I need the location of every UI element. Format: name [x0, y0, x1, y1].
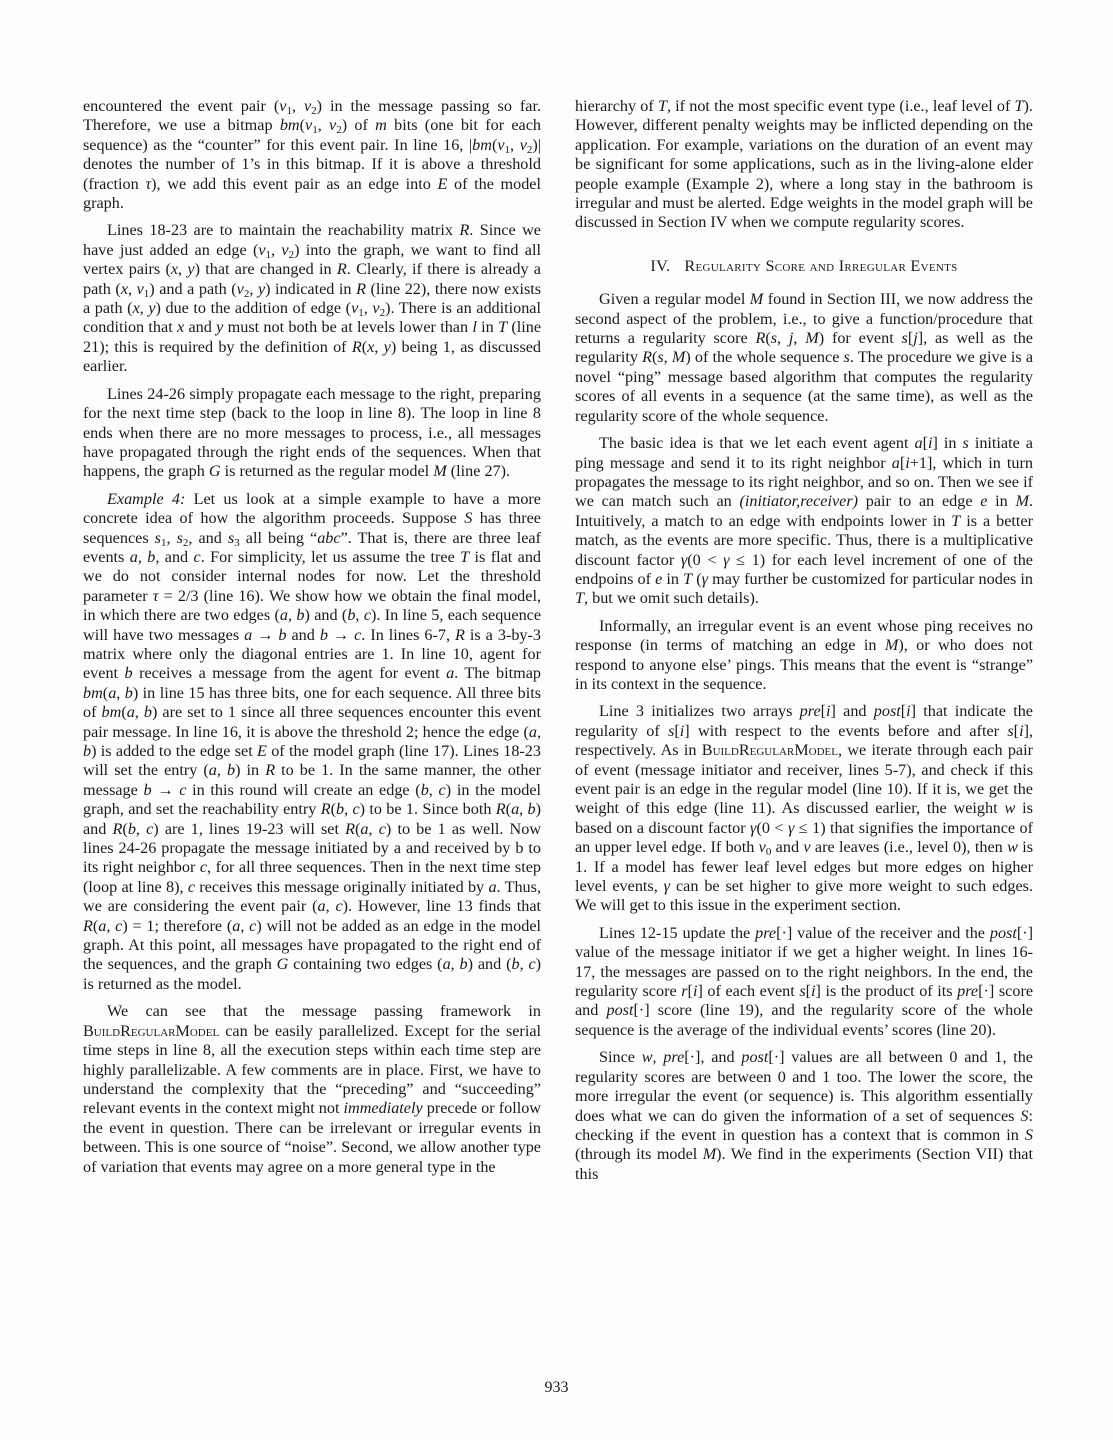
paragraph-example-4: Example 4: Let us look at a simple example to have a more concrete idea of how the algorithm proceeds. Suppose S has three sequences $s_1$, $s_2$, and $s_3$ all being “abc”. That is, there are three leaf events a, b, and c. For simplicity, let us assume the tree T is flat and we do not consider internal nodes for now. Let the threshold parameter τ = 2/3 (line 16). We show how we obtain the final model, in which there are two edges (a, b) and (b, c). In line 5, each sequence will have two messages a → b and b → c. In lines 6-7, R is a 3-by-3 matrix where only the diagonal entries are 1. In line 10, agent for event b receives a message from the agent for event a. The bitmap bm(a, b) in line 15 has three bits, one for each sequence. All three bits of bm(a, b) are set to 1 since all three sequences encounter this event pair message. In line 16, it is above the threshold 2; hence the edge (a, b) is added to the edge set E of the model graph (line 17). Lines 18-23 will set the entry (a, b) in R to be 1. In the same manner, the other message b → c in this round will create an edge (b, c) in the model graph, and set the reachability entry R(b, c) to be 1. Since both R(a, b) and R(b, c) are 1, lines 19-23 will set R(a, c) to be 1 as well. Now lines 24-26 propagate the message initiated by a and received by b to its right neighbor c, for all three sequences. Then in the next time step (loop at line 8), c receives this message originally initiated by a. Thus, we are considering the event pair (a, c). However, line 13 finds that R(a, c) = 1; therefore (a, c) will not be added as an edge in the model graph. At this point, all messages have propagated to the right end of the sequences, and the graph G containing two edges (a, b) and (b, c) is returned as the model.	[83, 489, 542, 993]
left-column	[83, 97, 541, 1184]
paragraph-hierarchy-penalty: hierarchy of T, if not the most specific event type (i.e., leaf level of T). However, different penalty weights may be inflicted depending on the application. For example, variations on the duration of an event may be significant for some applications, such as in the living-alone elder people example (Example 2), where a long stay in the bathroom is irregular and must be alerted. Edge weights in the model graph will be discussed in Section IV when we compute regularity scores.	[575, 97, 1033, 232]
section-number: IV.	[650, 256, 671, 275]
section-heading-iv	[575, 257, 1033, 276]
section-title: Regularity Score and Irregular Events	[684, 256, 958, 275]
right-column	[575, 97, 1033, 1184]
paragraph-propagate-messages: Lines 24-26 simply propagate each message to the right, preparing for the next time step (back to the loop in line 8). The loop in line 8 ends when there are no more messages to process, i.e., all messages have propagated through the right ends of the sequences. When that happens, the graph G is returned as the regular model M (line 27).	[83, 384, 541, 481]
paragraph-lines-12-15: Lines 12-15 update the pre[·] value of the receiver and the post[·] value of the message initiator if we get a higher weight. In lines 16-17, the messages are passed on to the right neighbors. In the end, the regularity score r[i] of each event s[i] is the product of its pre[·] score and post[·] score (line 19), and the regularity score of the whole sequence is the average of the individual events’ scores (line 20).	[575, 923, 1034, 1039]
two-column-layout	[83, 97, 1033, 1184]
paragraph-regularity-score-intro: Given a regular model M found in Section III, we now address the second aspect of the problem, i.e., to give a function/procedure that returns a regularity score R(s, j, M) for event s[j], as well as the regularity R(s, M) of the whole sequence s. The procedure we give is a novel “ping” message based algorithm that computes the regularity scores of all events in a sequence (at the same time), as well as the regularity score of the whole sequence.	[575, 290, 1034, 425]
paragraph-reachability-matrix: Lines 18-23 are to maintain the reachability matrix R. Since we have just added an edge ($v_1$, $v_2$) into the graph, we want to find all vertex pairs (x, y) that are changed in R. Clearly, if there is already a path (x, $v_1$) and a path ($v_2$, y) indicated in R (line 22), there now exists a path (x, y) due to the addition of edge ($v_1$, $v_2$). There is an additional condition that x and y must not both be at levels lower than l in T (line 21); this is required by the definition of R(x, y) being 1, as discussed earlier.	[83, 221, 542, 376]
paragraph-line3-arrays: Line 3 initializes two arrays pre[i] and post[i] that indicate the regularity of s[i] with respect to the events before and after s[i], respectively. As in BuildRegularModel, we iterate through each pair of event (message initiator and receiver, lines 5-7), and check if this event pair is an edge in the regular model (line 10). If it is, we get the weight of this edge (line 11). As discussed earlier, the weight w is based on a discount factor γ(0 < γ ≤ 1) that signifies the importance of an upper level edge. If both $v_0$ and v are leaves (i.e., level 0), then w is 1. If a model has fewer leaf level edges but more edges on higher level events, γ can be set higher to give more weight to such edges. We will get to this issue in the experiment section.	[575, 702, 1034, 915]
paragraph-parallelization: We can see that the message passing framework in BuildRegularModel can be easily parallelized. Except for the serial time steps in line 8, all the execution steps within each time step are highly parallelizable. A few comments are in place. First, we have to understand the complexity that the “preceding” and “succeeding” relevant events in the context might not immediately precede or follow the event in question. There can be irrelevant or irregular events in between. This is one source of “noise”. Second, we allow another type of variation that events may agree on a more general type in the	[83, 1002, 541, 1176]
paragraph-bitmap-counter: encountered the event pair ($v_1$, $v_2$) in the message passing so far. Therefore, we use a bitmap $bm(v_1$, $v_2$) of m bits (one bit for each sequence) as the “counter” for this event pair. In line 16, $|bm(v_1$, $v_2)|$ denotes the number of 1’s in this bitmap. If it is above a threshold (fraction τ), we add this event pair as an edge into E of the model graph.	[83, 97, 542, 213]
page-number: 933	[544, 1379, 569, 1396]
paragraph-ping-basic-idea: The basic idea is that we let each event agent a[i] in s initiate a ping message and send it to its right neighbor a[i+1], which in turn propagates the message to its right neighbor, and so on. Then we see if we can match such an (initiator,receiver) pair to an edge e in M. Intuitively, a match to an edge with endpoints lower in T is a better match, as the events are more specific. Thus, there is a multiplicative discount factor γ(0 < γ ≤ 1) for each level increment of one of the endpoins of e in T (γ may further be customized for particular nodes in T, but we omit such details).	[575, 434, 1034, 608]
paragraph-score-bounds: Since w, pre[·], and post[·] values are all between 0 and 1, the regularity scores are between 0 and 1 too. The lower the score, the more irregular the event (or sequence) is. This algorithm essentially does what we can do given the information of a set of sequences S: checking if the event in question has a context that is common in S (through its model M). We find in the experiments (Section VII) that this	[575, 1048, 1033, 1183]
paragraph-irregular-event-informal: Informally, an irregular event is an event whose ping receives no response (in terms of matching an edge in M), or who does not respond to anyone else’ pings. This means that the event is “strange” in its context in the sequence.	[575, 616, 1034, 693]
